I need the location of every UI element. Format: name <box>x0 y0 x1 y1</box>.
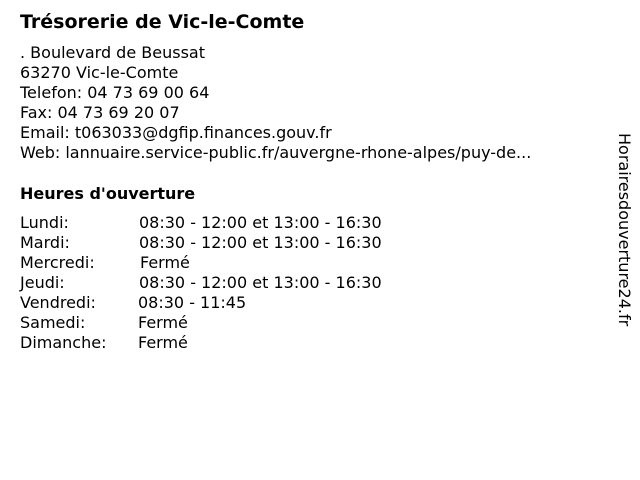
day-label: Mardi: <box>20 233 70 252</box>
phone-line: Telefon: 04 73 69 00 64 <box>20 83 210 102</box>
web-line: Web: lannuaire.service-public.fr/auvergne-rhone-alpes/puy-de... <box>20 143 532 162</box>
time-value: 08:30 - 12:00 et 13:00 - 16:30 <box>139 233 382 252</box>
time-value: Fermé <box>138 313 188 332</box>
fax-line: Fax: 04 73 69 20 07 <box>20 103 180 122</box>
address-line: . Boulevard de Beussat <box>20 43 205 62</box>
day-label: Dimanche: <box>20 333 107 352</box>
email-line: Email: t063033@dgfip.finances.gouv.fr <box>20 123 332 142</box>
time-value: 08:30 - 12:00 et 13:00 - 16:30 <box>139 213 382 232</box>
time-value: 08:30 - 12:00 et 13:00 - 16:30 <box>139 273 382 292</box>
day-label: Jeudi: <box>20 273 65 292</box>
city-line: 63270 Vic-le-Comte <box>20 63 179 82</box>
day-label: Vendredi: <box>20 293 96 312</box>
brand-watermark: Horairesdouverture24.fr <box>615 133 634 327</box>
hours-heading: Heures d'ouverture <box>20 184 196 203</box>
time-value: 08:30 - 11:45 <box>138 293 247 312</box>
day-label: Mercredi: <box>20 253 95 272</box>
page-title: Trésorerie de Vic-le-Comte <box>20 11 305 33</box>
time-value: Fermé <box>140 253 190 272</box>
time-value: Fermé <box>138 333 188 352</box>
contact-block <box>20 43 531 163</box>
day-label: Lundi: <box>20 213 69 232</box>
day-label: Samedi: <box>20 313 86 332</box>
